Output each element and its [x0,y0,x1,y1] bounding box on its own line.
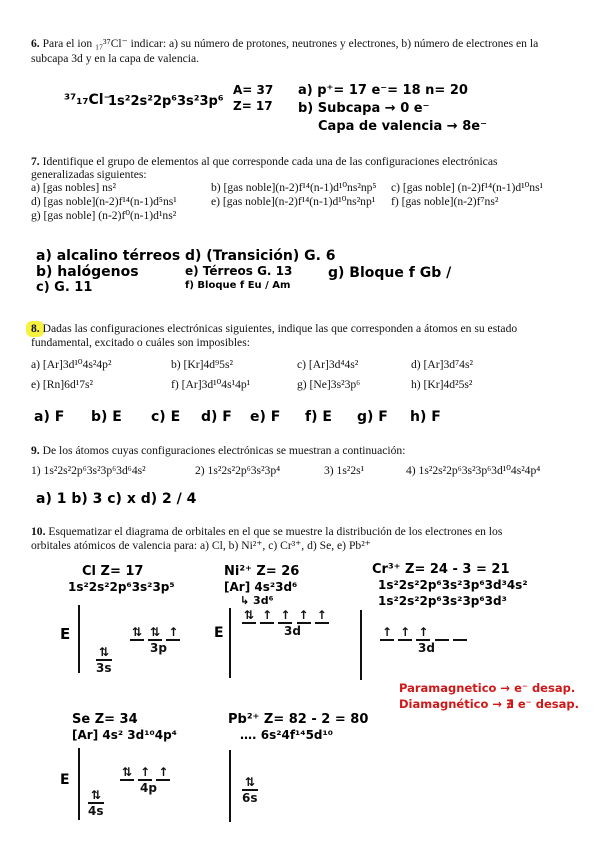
q8-line2: fundamental, excitado o cuáles son imposibles: [31,336,250,349]
cr-config: 1s²2s²2p⁶3s²3p⁶3d³4s² [378,578,528,592]
se-energy-axis-label: E [60,772,70,788]
cl-3p-orbital: ⇅ ⇅ ↑ 3p [131,625,179,655]
q8-line1: Dadas las configuraciones electrónicas siguientes, indique las que corresponden a átomos en su estado [42,322,518,335]
q6-hand-symbol: ³⁷₁₇Cl⁻ [64,92,111,108]
q8-hand-e: e) F [250,409,281,425]
q9-number: 9. [31,444,40,457]
q7-option-b: b) [gas noble](n-2)f¹⁴(n-1)d¹⁰ns²np⁵ [211,181,377,194]
q8-hand-b: b) E [91,409,122,425]
cr-config-ion: 1s²2s²2p⁶3s²3p⁶3d³ [378,594,507,608]
ni-heading: Ni²⁺ Z= 26 [224,564,300,579]
ni-config-3d: ↳ 3d⁶ [240,594,274,607]
pb-6s-orbital: ⇅ 6s [242,775,258,805]
cl-3s-orbital [96,645,112,675]
q7-option-a: a) [gas nobles] ns² [31,181,116,194]
pb-heading: Pb²⁺ Z= 82 - 2 = 80 [228,712,369,727]
ni-3d-label: 3d [284,624,301,638]
cl-3s-label: 3s [96,661,112,675]
q8-hand-c: c) E [151,409,181,425]
q6-line1: Para el ion ₁₇³⁷Cl⁻ indicar: a) su número de protones, neutrones y electrones, b) número de electrones en la [42,37,539,50]
se-4p-orbital: ⇅ ↑ ↑ 4p [121,765,169,795]
q6-number: 6. [31,37,40,50]
q9-item-4: 4) 1s²2s²2p⁶3s²3p⁶3d¹⁰4s²4p⁴ [406,464,541,477]
q8-hand-f: f) E [305,409,332,425]
q6-line2: subcapa 3d y en la capa de valencia. [31,52,200,65]
se-config: [Ar] 4s² 3d¹⁰4p⁴ [72,728,177,742]
q7-hand-b: b) halógenos [36,264,139,280]
q8-item-c: c) [Ar]3d⁴4s² [297,358,359,371]
q10-line2: orbitales atómicos de valencia para: a) Cl, b) Ni²⁺, c) Cr³⁺, d) Se, e) Pb²⁺ [31,539,371,552]
se-4s-label: 4s [88,804,104,818]
q8-statement [31,322,517,336]
q8-hand-h: h) F [410,409,441,425]
q6-hand-Z: Z= 17 [233,99,273,113]
q8-item-f: f) [Ar]3d¹⁰4s¹4p¹ [171,378,251,391]
pb-energy-axis [229,750,231,822]
cl-config: 1s²2s²2p⁶3s²3p⁵ [68,580,175,594]
q7-number: 7. [31,155,40,168]
q8-number: 8. [31,322,40,335]
ni-energy-axis [229,608,231,678]
q6-hand-A: A= 37 [233,83,274,97]
cr-3d-orbital: ↑ ↑ ↑ 3d [380,625,467,655]
se-4s-orbital: ⇅ 4s [88,788,104,818]
cr-3d-label: 3d [418,641,435,655]
q7-hand-a: a) alcalino térreos [36,248,181,264]
q9-item-1: 1) 1s²2s²2p⁶3s²3p⁶3d⁶4s² [31,464,146,477]
q6-hand-answer-c: Capa de valencia → 8e⁻ [318,119,487,134]
q7-hand-f: f) Bloque f Eu / Am [185,280,291,291]
se-4p-label: 4p [140,781,157,795]
q6-statement [31,37,576,51]
ni-3d-orbital: ⇅ ↑ ↑ ↑ ↑ 3d [243,608,327,638]
cl-energy-axis [78,605,80,673]
q10-statement [31,525,502,539]
cl-3p-label: 3p [150,641,167,655]
cr-heading: Cr³⁺ Z= 24 - 3 = 21 [372,562,510,577]
ni-config: [Ar] 4s²3d⁶ [224,580,298,594]
cl-energy-axis-label: E [60,625,71,643]
q6-hand-answer-a: a) p⁺= 17 e⁻= 18 n= 20 [298,83,468,98]
q9-item-2: 2) 1s²2s²2p⁶3s²3p⁴ [195,464,281,477]
q6-hand-answer-b: b) Subcapa → 0 e⁻ [298,101,430,116]
q7-option-e: e) [gas noble](n-2)f¹⁴(n-1)d¹⁰ns²np¹ [211,195,376,208]
q8-hand-d: d) F [201,409,232,425]
q9-hand-answers: a) 1 b) 3 c) x d) 2 / 4 [36,491,197,507]
q9-line1: De los átomos cuyas configuraciones electrónicas se muestran a continuación: [42,444,406,457]
q8-item-g: g) [Ne]3s²3p⁶ [297,378,361,391]
se-energy-axis [78,748,80,820]
se-heading: Se Z= 34 [72,712,138,727]
q8-item-a: a) [Ar]3d¹⁰4s²4p² [31,358,112,371]
q7-statement [31,155,497,169]
q7-option-g: g) [gas noble] (n-2)f⁰(n-1)d¹ns² [31,209,177,222]
q7-option-f: f) [gas noble](n-2)f⁷ns² [391,195,499,208]
q9-item-3: 3) 1s²2s¹ [324,464,365,477]
q6-hand-config: 1s²2s²2p⁶3s²3p⁶ [108,94,224,109]
q8-hand-a: a) F [34,409,65,425]
q8-item-d: d) [Ar]3d⁷4s² [411,358,473,371]
cl-3s-box: ⇅ [96,645,112,661]
ni-energy-axis-label: E [214,625,224,641]
q8-item-h: h) [Kr]4d²5s² [411,378,473,391]
q7-option-d: d) [gas noble](n-2)f¹⁴(n-1)d⁵ns¹ [31,195,177,208]
q10-number: 10. [31,525,46,538]
q7-line2: generalizadas siguientes: [31,168,147,181]
pb-6s-label: 6s [242,791,258,805]
q7-hand-c: c) G. 11 [36,280,93,295]
cr-energy-axis [360,610,362,680]
q8-hand-g: g) F [357,409,388,425]
q7-option-c: c) [gas noble] (n-2)f¹⁴(n-1)d¹⁰ns¹ [391,181,544,194]
pb-config: …. 6s²4f¹⁴5d¹⁰ [240,728,334,742]
q7-hand-d: d) (Transición) G. 6 [185,248,336,264]
q8-item-b: b) [Kr]4d⁹5s² [171,358,233,371]
q7-line1: Identifique el grupo de elementos al que corresponde cada una de las configuraciones electrónicas [42,155,498,168]
paramagnetic-note: Paramagnetico → e⁻ desap. [399,681,576,695]
q10-line1: Esquematizar el diagrama de orbitales en el que se muestre la distribución de los electrones en los [48,525,503,538]
cl-heading: Cl Z= 17 [82,564,144,579]
diamagnetic-note: Diamagnético → ∄ e⁻ desap. [399,697,579,711]
q7-hand-g: g) Bloque f Gb / [328,265,452,281]
q8-item-e: e) [Rn]6d¹7s² [31,378,94,391]
q9-statement [31,444,405,458]
q7-hand-e: e) Térreos G. 13 [185,264,293,278]
